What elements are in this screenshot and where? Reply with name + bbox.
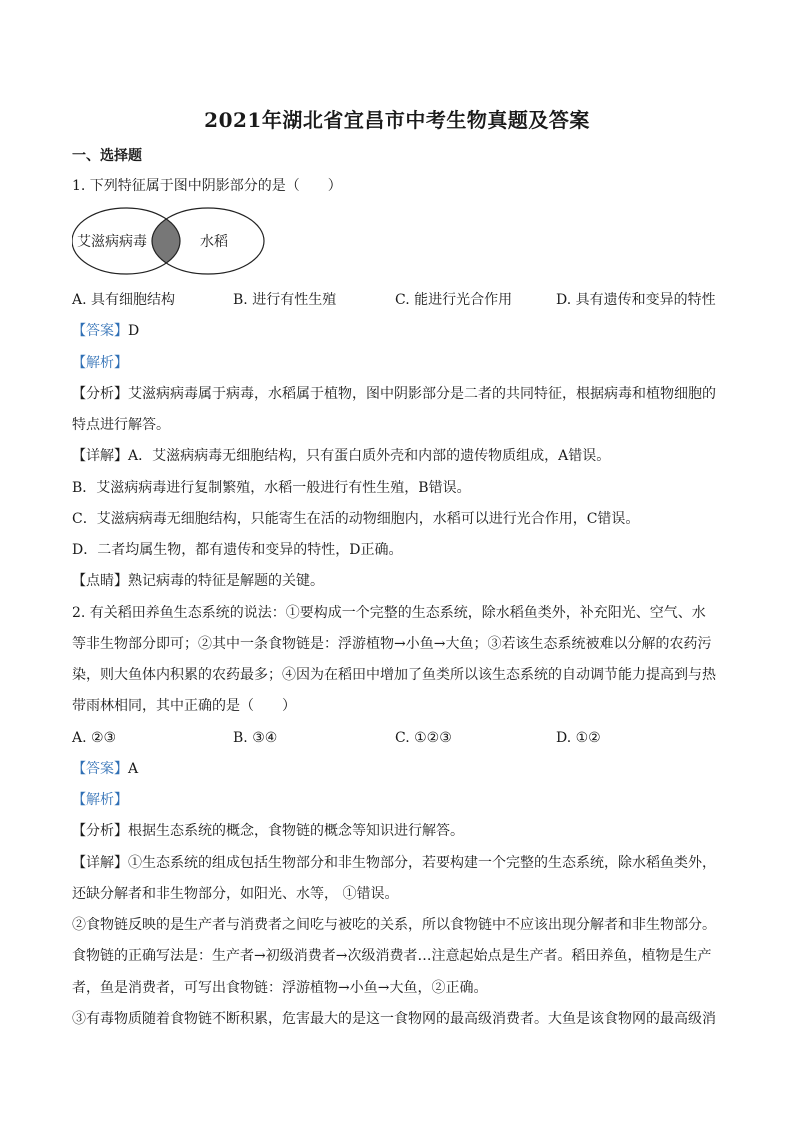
venn-right-label: 水稻: [200, 234, 228, 250]
q2-option-d: D. ①②: [556, 730, 601, 746]
q2-xiangjie-1: [72, 854, 732, 872]
dianjing-tag: 【点睛】: [72, 573, 128, 589]
q2-stem-4: 带雨林相同，其中正确的是（ ）: [72, 698, 296, 714]
venn-left-label: 艾滋病病毒: [77, 234, 147, 250]
q1-xiangjie-b: B．艾滋病病毒进行复制繁殖，水稻一般进行有性生殖，B错误。: [72, 480, 471, 496]
fenxi-tag: 【分析】: [72, 386, 128, 402]
answer-tag: 【答案】: [72, 761, 128, 777]
q2-option-c: C. ①②③: [395, 730, 452, 746]
q1-xiangjie-a: [72, 447, 732, 465]
document-title: 2021年湖北省宜昌市中考生物真题及答案: [204, 108, 590, 132]
q2-answer: [72, 760, 732, 778]
q1-fenxi: [72, 385, 732, 403]
xiangjie-text: A．艾滋病病毒无细胞结构，只有蛋白质外壳和内部的遗传物质组成，A错误。: [128, 448, 611, 464]
q2-stem-2: 等非生物部分即可；②其中一条食物链是：浮游植物→小鱼→大鱼；③若该生态系统被难以分解的农药污: [72, 636, 712, 652]
xiangjie-tag: 【详解】: [72, 855, 128, 871]
q2-xiangjie-4: 食物链的正确写法是：生产者→初级消费者→次级消费者…注意起始点是生产者。稻田养鱼，植物是生产: [72, 948, 712, 964]
dianjing-text: 熟记病毒的特征是解题的关键。: [128, 573, 324, 589]
answer-tag: 【答案】: [72, 323, 128, 339]
q2-analysis-tag: 【解析】: [72, 792, 128, 808]
xiangjie-tag: 【详解】: [72, 448, 128, 464]
q1-analysis-tag: 【解析】: [72, 355, 128, 371]
q2-stem-3: 染，则大鱼体内积累的农药最多；④因为在稻田中增加了鱼类所以该生态系统的自动调节能力提高到与热: [72, 667, 716, 683]
q1-option-b: B. 进行有性生殖: [233, 292, 337, 308]
q2-fenxi: [72, 822, 732, 840]
q2-option-a: A. ②③: [72, 730, 117, 746]
xiangjie-text: ①生态系统的组成包括生物部分和非生物部分，若要构建一个完整的生态系统，除水稻鱼类外，: [128, 855, 716, 871]
venn-diagram: [72, 206, 272, 278]
q1-option-c: C. 能进行光合作用: [395, 292, 513, 308]
fenxi-tag: 【分析】: [72, 823, 128, 839]
q2-xiangjie-3: ②食物链反映的是生产者与消费者之间吃与被吃的关系，所以食物链中不应该出现分解者和非生物部分。: [72, 917, 716, 933]
q1-answer: [72, 322, 732, 340]
q2-xiangjie-5: 者，鱼是消费者，可写出食物链：浮游植物→小鱼→大鱼，②正确。: [72, 980, 488, 996]
q1-option-d: D. 具有遗传和变异的特性: [556, 292, 716, 308]
q1-fenxi-cont: 特点进行解答。: [72, 417, 170, 433]
answer-value: A: [128, 761, 139, 777]
fenxi-text: 艾滋病病毒属于病毒，水稻属于植物，图中阴影部分是二者的共同特征，根据病毒和植物细胞的: [128, 386, 716, 402]
q1-dianjing: [72, 572, 732, 590]
q1-option-a: A. 具有细胞结构: [72, 292, 176, 308]
q1-stem: 1. 下列特征属于图中阴影部分的是（ ）: [72, 178, 342, 194]
q1-xiangjie-d: D．二者均属生物，都有遗传和变异的特性，D正确。: [72, 542, 403, 558]
fenxi-text: 根据生态系统的概念，食物链的概念等知识进行解答。: [128, 823, 464, 839]
section-heading: 一、选择题: [72, 148, 142, 164]
q2-xiangjie-6: ③有毒物质随着食物链不断积累，危害最大的是这一食物网的最高级消费者。大鱼是该食物网的最高级消: [72, 1011, 716, 1027]
answer-value: D: [128, 323, 140, 339]
q2-xiangjie-2: 还缺分解者和非生物部分，如阳光、水等， ①错误。: [72, 886, 399, 902]
q1-xiangjie-c: C．艾滋病病毒无细胞结构，只能寄生在活的动物细胞内，水稻可以进行光合作用，C错误。: [72, 511, 640, 527]
q2-option-b: B. ③④: [233, 730, 278, 746]
q2-stem-1: 2. 有关稻田养鱼生态系统的说法：①要构成一个完整的生态系统，除水稻鱼类外，补充阳光、空气、水: [72, 605, 706, 621]
